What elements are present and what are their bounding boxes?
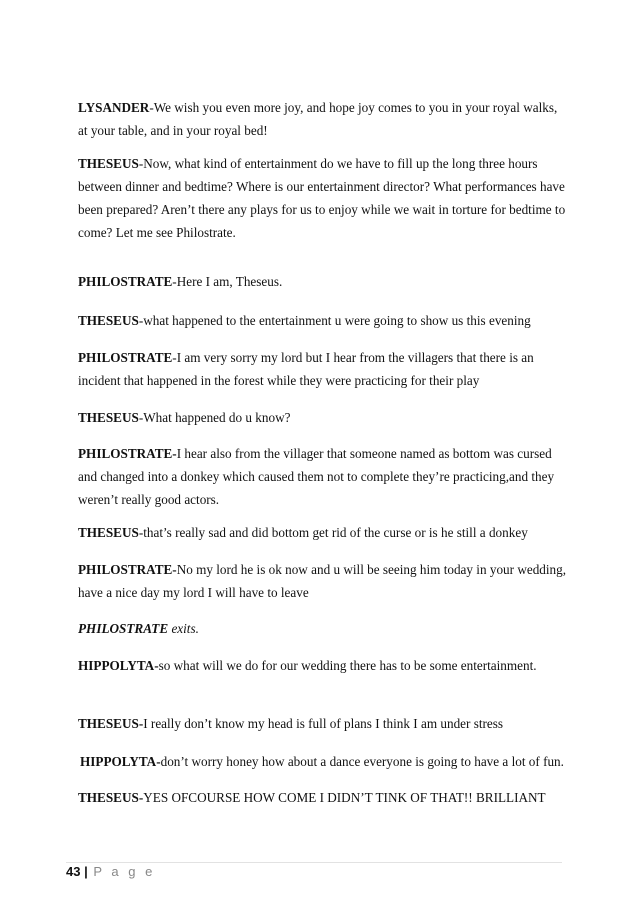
speaker-name: THESEUS- <box>78 716 144 731</box>
dialogue-philostrate <box>78 270 568 293</box>
page-number: 43 <box>66 864 81 879</box>
page-footer <box>66 864 155 879</box>
dialogue-theseus <box>78 152 568 244</box>
dialogue-philostrate <box>78 558 568 604</box>
dialogue-text: -What happened do u know? <box>138 410 291 425</box>
dialogue-text: -what happened to the entertainment u were going to show us this evening <box>138 313 531 328</box>
dialogue-text: so what will we do for our wedding there has to be some entertainment. <box>158 658 537 673</box>
stage-direction <box>78 617 568 640</box>
dialogue-theseus <box>78 406 568 429</box>
dialogue-philostrate <box>78 346 568 392</box>
page-label: P a g e <box>93 864 156 879</box>
dialogue-philostrate <box>78 442 568 511</box>
speaker-name: THESEUS- <box>78 790 144 805</box>
dialogue-text: -Here I am, Theseus. <box>172 274 283 289</box>
dialogue-text: -that’s really sad and did bottom get rid of the curse or is he still a donkey <box>138 525 528 540</box>
speaker-name: THESEUS <box>78 525 139 540</box>
dialogue-lysander <box>78 96 568 142</box>
speaker-name: LYSANDER <box>78 100 150 115</box>
speaker-name: PHILOSTRATE <box>78 350 173 365</box>
dialogue-theseus <box>78 521 568 544</box>
speaker-name: THESEUS <box>78 313 139 328</box>
footer-separator: | <box>84 864 88 879</box>
footer-divider <box>66 862 562 863</box>
speaker-name: PHILOSTRATE- <box>78 446 177 461</box>
dialogue-theseus <box>78 786 568 809</box>
dialogue-text: I hear also from the villager that someone named as bottom was cursed and changed into a donkey which caused them not to complete they’re practicing,and they weren’t really good actors. <box>78 446 555 507</box>
dialogue-text: -I am very sorry my lord but I hear from the villagers that there is an incident that happened in the forest while they were practicing for their play <box>78 350 534 388</box>
speaker-name: THESEUS <box>78 410 139 425</box>
dialogue-text: No my lord he is ok now and u will be seeing him today in your wedding, have a nice day my lord I will have to leave <box>78 562 567 600</box>
dialogue-hippolyta <box>78 654 568 677</box>
dialogue-text: YES OFCOURSE HOW COME I DIDN’T TINK OF THAT!! BRILLIANT <box>143 790 546 805</box>
dialogue-text: -Now, what kind of entertainment do we have to fill up the long three hours between dinner and bedtime? Where is our entertainment director? What performances have been prepared? Aren’t there any plays for us to enjoy while we wait in torture for bedtime to come? Let me see Philostrate. <box>78 156 566 240</box>
speaker-name: PHILOSTRATE- <box>78 562 177 577</box>
dialogue-hippolyta <box>80 750 570 773</box>
speaker-name: PHILOSTRATE <box>78 621 169 636</box>
dialogue-text: -We wish you even more joy, and hope joy comes to you in your royal walks, at your table, and in your royal bed! <box>78 100 558 138</box>
speaker-name: HIPPOLYTA- <box>78 658 159 673</box>
dialogue-theseus <box>78 712 568 735</box>
speaker-name: HIPPOLYTA- <box>80 754 161 769</box>
stage-direction-text: exits. <box>168 621 199 636</box>
dialogue-theseus <box>78 309 568 332</box>
dialogue-text: don’t worry honey how about a dance everyone is going to have a lot of fun. <box>160 754 564 769</box>
speaker-name: PHILOSTRATE <box>78 274 173 289</box>
dialogue-text: I really don’t know my head is full of plans I think I am under stress <box>143 716 504 731</box>
speaker-name: THESEUS <box>78 156 139 171</box>
